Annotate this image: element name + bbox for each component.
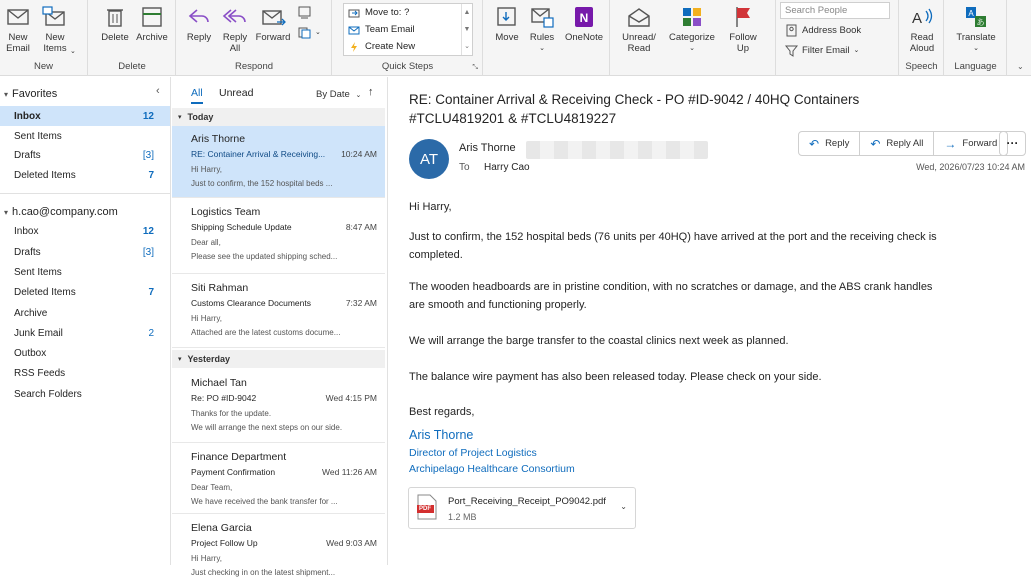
redacted-email-address xyxy=(526,141,708,159)
email-subject: RE: Container Arrival & Receiving Check - PO #ID-9042 / 40HQ Containers #TCLU4819201 & #TCLU4819227 xyxy=(409,92,860,126)
unread-read-button[interactable] xyxy=(619,4,659,54)
folder-count: 2 xyxy=(148,327,154,339)
message-preview: Hi Harry, xyxy=(191,314,222,323)
flag-icon xyxy=(730,4,756,30)
ribbon-forward-button[interactable] xyxy=(256,4,290,43)
svg-text:N: N xyxy=(579,11,589,25)
more-actions-button[interactable] xyxy=(999,131,1026,156)
delete-label: Delete xyxy=(101,32,129,43)
folder-count: 7 xyxy=(148,286,154,298)
message-subject: Re: PO #ID-9042 xyxy=(191,393,257,403)
message-preview: Just checking in on the latest shipment... xyxy=(191,568,336,577)
filter-icon xyxy=(785,44,798,57)
dialog-launcher-icon[interactable]: ⤡ xyxy=(472,64,478,71)
meeting-icon xyxy=(298,6,311,19)
fav-folder-inbox[interactable] xyxy=(0,106,170,126)
ribbon-group-respond xyxy=(177,0,332,76)
folder-label: Drafts xyxy=(14,149,41,161)
message-time: 8:47 AM xyxy=(345,222,377,232)
filter-email-button[interactable] xyxy=(785,42,859,58)
message-preview: We will arrange the next steps on our side. xyxy=(191,423,343,432)
chevron-down-icon: ⌄ xyxy=(315,29,321,36)
message-subject: Shipping Schedule Update xyxy=(191,222,292,232)
folder-outbox[interactable] xyxy=(0,343,170,363)
folder-rss-feeds[interactable] xyxy=(0,363,170,383)
more-respond-icon xyxy=(298,26,311,39)
forward-icon: → xyxy=(944,136,957,151)
message-time: Wed 9:03 AM xyxy=(326,538,377,548)
new-items-label: New Items xyxy=(43,32,67,54)
categorize-button[interactable] xyxy=(669,4,715,54)
reply-icon xyxy=(186,4,212,30)
message-preview: Attached are the latest customs docume... xyxy=(191,328,341,337)
ribbon-group-speech xyxy=(900,0,944,76)
chevron-down-icon: ▾ xyxy=(4,89,9,99)
unread-read-icon xyxy=(626,4,652,30)
chevron-down-icon: ⌄ xyxy=(689,45,695,52)
body-paragraph: We will arrange the barge transfer to the coastal clinics next week as planned. xyxy=(409,335,789,347)
rules-icon xyxy=(529,4,555,30)
ribbon-group-language xyxy=(945,0,1007,76)
signature-name: Aris Thorne xyxy=(409,428,474,442)
folder-drafts[interactable] xyxy=(0,242,170,262)
account-label: h.cao@company.com xyxy=(12,206,118,218)
group-label-new: New xyxy=(33,61,53,72)
favorites-header[interactable] xyxy=(4,88,57,100)
move-label: Move xyxy=(495,32,519,43)
follow-up-label: Follow Up xyxy=(729,32,757,54)
chevron-down-icon: ⌄ xyxy=(355,92,362,99)
more-icon: ··· xyxy=(1006,136,1019,150)
filter-email-label: Filter Email xyxy=(802,44,850,56)
unread-read-label: Unread/ Read xyxy=(622,32,656,54)
quick-step-move-to-label: Move to: ? xyxy=(365,7,410,18)
quick-step-team-email[interactable] xyxy=(344,21,472,38)
message-preview: Hi Harry, xyxy=(191,165,222,174)
lightning-icon xyxy=(348,41,360,53)
categorize-label: Categorize xyxy=(669,32,715,43)
chevron-down-icon: ▾ xyxy=(4,207,9,217)
folder-count: 12 xyxy=(142,110,154,122)
folder-label: Junk Email xyxy=(14,327,63,339)
forward-button[interactable] xyxy=(934,132,1007,155)
archive-label: Archive xyxy=(136,32,168,43)
folder-pane xyxy=(0,77,171,565)
message-preview: Just to confirm, the 152 hospital beds ... xyxy=(191,179,333,188)
group-label: Today xyxy=(187,112,214,122)
ribbon-forward-label: Forward xyxy=(255,32,291,43)
reply-all-button[interactable] xyxy=(860,132,934,155)
quick-steps-scroll[interactable]: ▲ ▼ ⌄ xyxy=(461,4,472,55)
message-subject: RE: Container Arrival & Receiving... xyxy=(191,149,326,159)
body-paragraph: Best regards, xyxy=(409,406,475,418)
onenote-button[interactable] xyxy=(564,4,604,43)
address-book-label: Address Book xyxy=(802,24,862,36)
signature-company: Archipelago Healthcare Consortium xyxy=(409,463,575,475)
read-aloud-button[interactable] xyxy=(907,4,937,54)
folder-label: Sent Items xyxy=(14,266,62,278)
follow-up-button[interactable] xyxy=(727,4,759,54)
folder-divider xyxy=(0,193,170,194)
group-label-delete: Delete xyxy=(118,61,146,72)
group-label: Yesterday xyxy=(187,354,231,364)
folder-count: 7 xyxy=(148,169,154,181)
message-item-elena-garcia[interactable] xyxy=(172,515,385,577)
rules-label: Rules xyxy=(529,32,555,43)
quick-step-create-new-label: Create New xyxy=(365,41,416,52)
new-items-button[interactable] xyxy=(40,4,76,55)
attachment-card[interactable] xyxy=(408,487,636,529)
move-button[interactable] xyxy=(494,4,520,43)
reply-all-label: Reply All xyxy=(886,138,924,149)
reply-label: Reply xyxy=(825,138,850,149)
reading-pane xyxy=(389,77,1031,565)
message-sender: Michael Tan xyxy=(191,377,247,389)
body-paragraph: The balance wire payment has also been released today. Please check on your side. xyxy=(409,371,822,383)
message-preview: Dear Team, xyxy=(191,483,233,492)
message-subject: Project Follow Up xyxy=(191,538,258,548)
svg-text:A: A xyxy=(968,9,974,18)
folder-label: Deleted Items xyxy=(14,169,76,181)
folder-count: 12 xyxy=(142,225,154,237)
team-email-icon xyxy=(348,24,360,36)
ribbon xyxy=(0,0,1031,76)
translate-button[interactable] xyxy=(953,4,999,54)
folder-archive[interactable] xyxy=(0,303,170,323)
sort-by-label: By Date xyxy=(316,89,350,100)
ribbon-group-delete xyxy=(89,0,176,76)
folder-junk-email[interactable] xyxy=(0,323,170,343)
ribbon-group-new xyxy=(0,0,88,76)
svg-text:A: A xyxy=(912,10,923,27)
message-item-siti-rahman[interactable] xyxy=(172,275,385,348)
message-item-aris-thorne[interactable] xyxy=(172,126,385,198)
message-item-finance-department[interactable] xyxy=(172,444,385,514)
body-paragraph: Hi Harry, xyxy=(409,201,452,213)
ribbon-reply-all-label: Reply All xyxy=(222,32,248,54)
message-item-michael-tan[interactable] xyxy=(172,370,385,443)
envelope-icon xyxy=(5,4,31,30)
ribbon-reply-button[interactable] xyxy=(185,4,213,43)
chevron-down-icon: ⌄ xyxy=(539,45,545,52)
quick-step-create-new[interactable] xyxy=(344,38,472,55)
translate-icon xyxy=(963,4,989,30)
ribbon-reply-label: Reply xyxy=(186,32,212,43)
folder-label: RSS Feeds xyxy=(14,367,66,379)
more-respond-button[interactable] xyxy=(298,24,321,40)
forward-icon xyxy=(260,4,286,30)
message-sender: Finance Department xyxy=(191,451,287,463)
to-label: To xyxy=(459,162,470,173)
folder-search-folders[interactable] xyxy=(0,384,170,404)
onenote-icon xyxy=(571,4,597,30)
search-people-input[interactable]: Search People xyxy=(780,2,890,19)
reply-actions xyxy=(798,131,1008,156)
pdf-badge: PDF xyxy=(419,506,431,512)
archive-icon xyxy=(139,4,165,30)
folder-count: [3] xyxy=(142,246,154,258)
trash-icon xyxy=(102,4,128,30)
group-label-quick-steps: Quick Steps xyxy=(381,61,434,72)
message-time: 10:24 AM xyxy=(341,149,377,159)
reply-all-icon xyxy=(222,4,248,30)
email-date: Wed, 2026/07/23 10:24 AM xyxy=(916,162,1025,172)
read-aloud-label: Read Aloud xyxy=(909,32,935,54)
chevron-down-icon: ⌄ xyxy=(853,47,860,54)
message-preview: Thanks for the update. xyxy=(191,409,272,418)
quick-step-move-to[interactable] xyxy=(344,4,472,21)
svg-text:あ: あ xyxy=(976,18,985,27)
chevron-down-icon: ⌄ xyxy=(70,48,76,55)
folder-label: Drafts xyxy=(14,246,41,258)
message-sender: Logistics Team xyxy=(191,206,261,218)
group-header-yesterday[interactable] xyxy=(172,350,385,368)
chevron-down-icon: ▾ xyxy=(178,356,182,363)
group-label-respond: Respond xyxy=(234,61,274,72)
address-book-icon xyxy=(785,24,798,37)
reply-icon: ↶ xyxy=(809,136,820,151)
folder-label: Search Folders xyxy=(14,388,82,400)
message-sender: Aris Thorne xyxy=(191,133,246,145)
message-subject: Customs Clearance Documents xyxy=(191,298,311,308)
avatar[interactable]: AT xyxy=(409,139,449,179)
fav-folder-sent-items[interactable] xyxy=(0,126,170,146)
address-book-button[interactable] xyxy=(785,22,861,38)
folder-label: Deleted Items xyxy=(14,286,76,298)
onenote-label: OneNote xyxy=(564,32,604,43)
fav-folder-drafts[interactable] xyxy=(0,145,170,165)
ribbon-reply-all-button[interactable] xyxy=(221,4,249,54)
archive-button[interactable] xyxy=(135,4,169,43)
body-paragraph: The wooden headboards are in pristine condition, with no scratches or damage, and the ABS crank handles are smooth and functioning properly. xyxy=(409,281,933,311)
fav-folder-deleted-items[interactable] xyxy=(0,165,170,185)
move-icon xyxy=(494,4,520,30)
translate-label: Translate xyxy=(956,32,996,43)
message-sender: Siti Rahman xyxy=(191,282,249,294)
quick-step-team-email-label: Team Email xyxy=(365,24,415,35)
favorites-label: Favorites xyxy=(12,88,58,100)
tab-unread[interactable]: Unread xyxy=(219,87,254,99)
folder-deleted-items[interactable] xyxy=(0,282,170,302)
ribbon-group-move xyxy=(484,0,610,76)
signature-title: Director of Project Logistics xyxy=(409,447,537,459)
message-time: Wed 11:26 AM xyxy=(322,467,377,477)
reply-button[interactable] xyxy=(799,132,860,155)
message-item-logistics-team[interactable] xyxy=(172,199,385,274)
message-preview: Please see the updated shipping sched... xyxy=(191,252,338,261)
message-list xyxy=(172,77,388,577)
message-sender: Elena Garcia xyxy=(191,522,252,534)
account-header[interactable] xyxy=(4,206,118,218)
attachment-name: Port_Receiving_Receipt_PO9042.pdf xyxy=(448,496,606,507)
message-preview: Hi Harry, xyxy=(191,554,222,563)
quick-steps-gallery xyxy=(343,3,473,56)
body-paragraph: Just to confirm, the 152 hospital beds (76 units per 40HQ) have arrived at the port and the receiving check is completed. xyxy=(409,231,937,261)
group-label-speech: Speech xyxy=(905,61,938,72)
folder-label: Inbox xyxy=(14,225,39,237)
message-time: Wed 4:15 PM xyxy=(325,393,377,403)
folder-arrow-icon xyxy=(348,7,360,19)
rules-button[interactable] xyxy=(529,4,555,54)
message-preview: We have received the bank transfer for ... xyxy=(191,497,338,506)
ribbon-group-tags xyxy=(611,0,776,76)
folder-label: Outbox xyxy=(14,347,47,359)
meeting-reply-button[interactable] xyxy=(298,4,315,20)
forward-label: Forward xyxy=(962,138,998,149)
folder-label: Archive xyxy=(14,307,48,319)
chevron-down-icon[interactable]: ⌄ xyxy=(620,502,627,511)
delete-button[interactable] xyxy=(99,4,131,43)
folder-sent-items[interactable] xyxy=(0,262,170,282)
sort-by-dropdown[interactable] xyxy=(316,89,361,100)
folder-label: Sent Items xyxy=(14,130,62,142)
collapse-pane-icon[interactable]: ‹ xyxy=(156,85,160,97)
message-preview: Dear all, xyxy=(191,238,221,247)
chevron-down-icon: ▾ xyxy=(178,114,182,121)
new-email-button[interactable] xyxy=(5,4,31,54)
ribbon-collapse-icon[interactable]: ⌄ xyxy=(1017,62,1024,71)
recipient-name[interactable]: Harry Cao xyxy=(484,162,530,173)
new-items-icon xyxy=(42,4,68,30)
read-aloud-icon xyxy=(909,4,935,30)
group-header-today[interactable] xyxy=(172,108,385,126)
message-subject: Payment Confirmation xyxy=(191,467,276,477)
folder-count: [3] xyxy=(142,149,154,161)
categorize-icon xyxy=(679,4,705,30)
sort-direction-icon[interactable]: ↑ xyxy=(368,86,374,98)
folder-inbox[interactable] xyxy=(0,221,170,241)
tab-all[interactable]: All xyxy=(191,87,203,99)
folder-label: Inbox xyxy=(14,110,41,122)
new-email-label: New Email xyxy=(6,32,30,54)
attachment-size: 1.2 MB xyxy=(448,512,477,522)
reply-all-icon: ↶ xyxy=(870,136,881,151)
sender-name[interactable]: Aris Thorne xyxy=(459,142,516,154)
group-label-language: Language xyxy=(954,61,997,72)
chevron-down-icon: ⌄ xyxy=(973,45,979,52)
message-time: 7:32 AM xyxy=(345,298,377,308)
